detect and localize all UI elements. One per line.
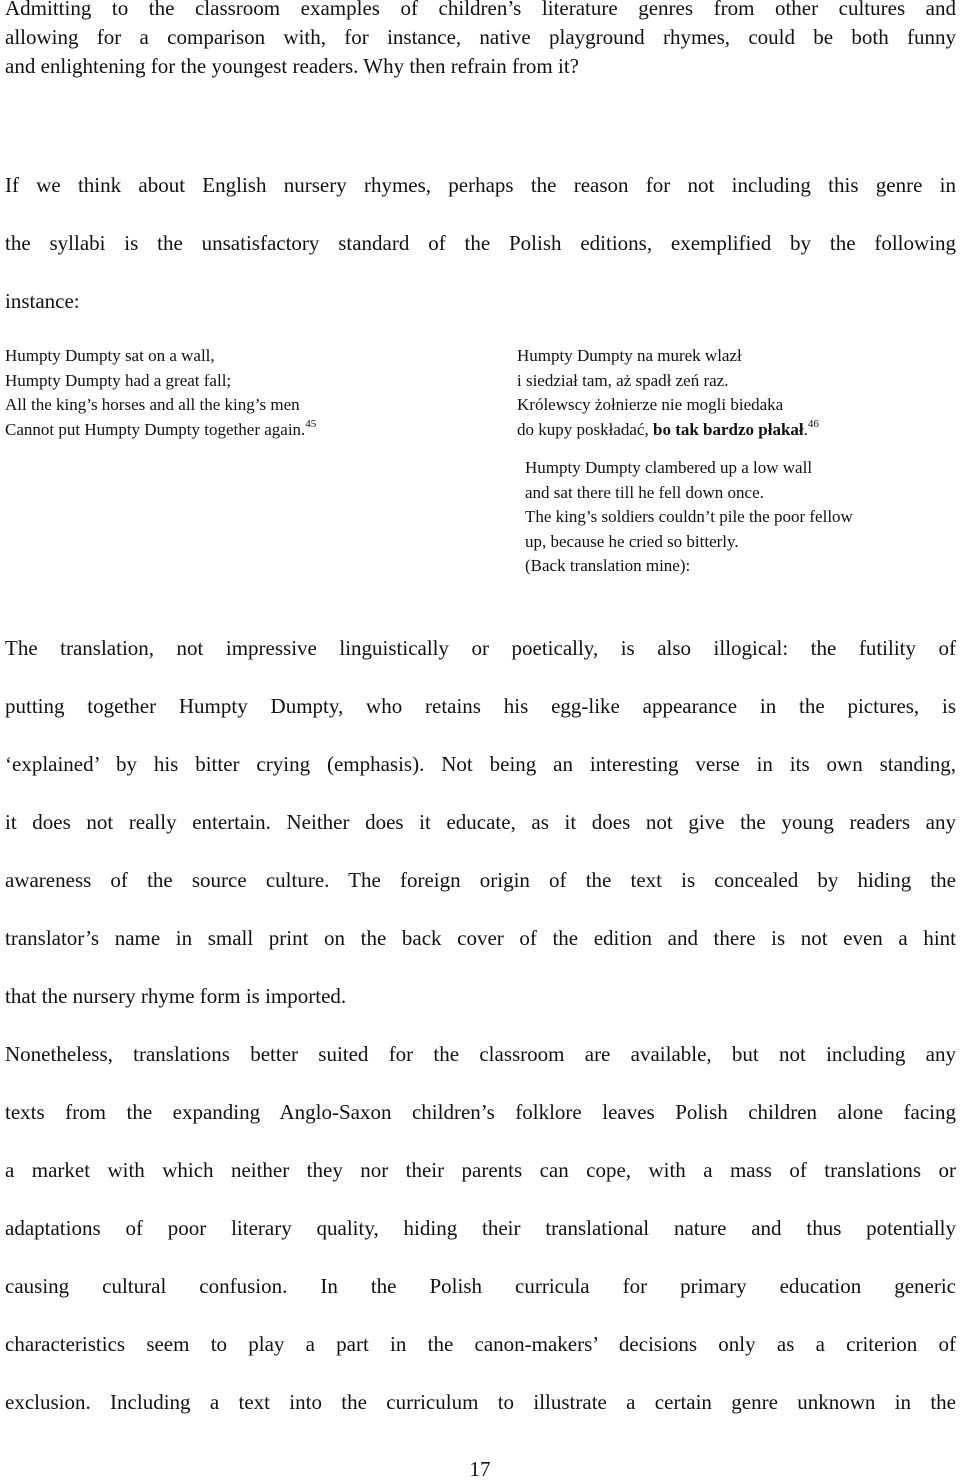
- text-line: a market with which neither they nor their parents can cope, with a mass of translations or: [5, 1158, 956, 1182]
- footnote-marker[interactable]: 45: [305, 417, 317, 430]
- text-line: adaptations of poor literary quality, hiding their translational nature and thus potentially: [5, 1216, 956, 1240]
- translation-paragraph: [5, 619, 956, 1025]
- poem-line: Humpty Dumpty clambered up a low wall: [525, 458, 813, 477]
- poem-line: i siedział tam, aż spadł zeń raz.: [517, 370, 729, 390]
- poem-english: [5, 344, 316, 442]
- poem-line: Humpty Dumpty had a great fall;: [5, 370, 232, 390]
- poem-back-translation: [525, 456, 853, 579]
- text-line: and enlightening for the youngest readers. Why then refrain from it?: [5, 54, 580, 78]
- poem-line-text: do kupy poskładać,: [517, 419, 653, 439]
- text-line: exclusion. Including a text into the curriculum to illustrate a certain genre unknown in the: [5, 1390, 956, 1414]
- poem-line-text: Cannot put Humpty Dumpty together again.: [5, 419, 306, 439]
- poem-line: Humpty Dumpty sat on a wall,: [5, 346, 215, 365]
- text-line: characteristics seem to play a part in the canon-makers’ decisions only as a criterion of: [5, 1332, 956, 1356]
- text-line: putting together Humpty Dumpty, who retains his egg-like appearance in the pictures, is: [5, 694, 956, 718]
- poem-block: [5, 344, 955, 584]
- text-line: it does not really entertain. Neither does it educate, as it does not give the young readers any: [5, 810, 956, 834]
- nonetheless-paragraph: [5, 1025, 956, 1431]
- text-line: Admitting to the classroom examples of children’s literature genres from other cultures and: [5, 0, 956, 20]
- text-line: If we think about English nursery rhymes, perhaps the reason for not including this genre in: [5, 173, 956, 197]
- text-line: The translation, not impressive linguistically or poetically, is also illogical: the futility of: [5, 636, 956, 660]
- text-line: causing cultural confusion. In the Polish curricula for primary education generic: [5, 1274, 956, 1298]
- nursery-paragraph: [5, 156, 956, 330]
- text-line: awareness of the source culture. The foreign origin of the text is concealed by hiding the: [5, 868, 956, 892]
- poem-line: and sat there till he fell down once.: [525, 482, 764, 502]
- poem-line: (Back translation mine):: [525, 556, 691, 575]
- poem-polish: [517, 344, 819, 442]
- poem-line: [5, 418, 316, 443]
- poem-line: All the king’s horses and all the king’s men: [5, 395, 300, 414]
- poem-line: up, because he cried so bitterly.: [525, 531, 739, 551]
- text-line: instance:: [5, 289, 80, 313]
- poem-line: [517, 418, 819, 443]
- text-line: that the nursery rhyme form is imported.: [5, 984, 347, 1008]
- poem-line: Królewscy żołnierze nie mogli biedaka: [517, 395, 784, 414]
- text-line: translator’s name in small print on the back cover of the edition and there is not even a hint: [5, 926, 956, 950]
- poem-line: The king’s soldiers couldn’t pile the poor fellow: [525, 507, 853, 526]
- poem-line: Humpty Dumpty na murek wlazł: [517, 346, 742, 365]
- text-line: texts from the expanding Anglo-Saxon children’s folklore leaves Polish children alone facing: [5, 1100, 956, 1124]
- poem-line-end: .: [803, 419, 808, 439]
- text-line: Nonetheless, translations better suited for the classroom are available, but not including any: [5, 1042, 956, 1066]
- footnote-marker[interactable]: 46: [807, 417, 819, 430]
- emphasis-text: bo tak bardzo płakał: [652, 419, 804, 439]
- intro-paragraph: [5, 0, 956, 81]
- page-number: 17: [469, 1457, 491, 1481]
- text-line: allowing for a comparison with, for instance, native playground rhymes, could be both funny: [5, 25, 956, 49]
- text-line: the syllabi is the unsatisfactory standard of the Polish editions, exemplified by the following: [5, 231, 956, 255]
- text-line: ‘explained’ by his bitter crying (emphasis). Not being an interesting verse in its own standing,: [5, 752, 956, 776]
